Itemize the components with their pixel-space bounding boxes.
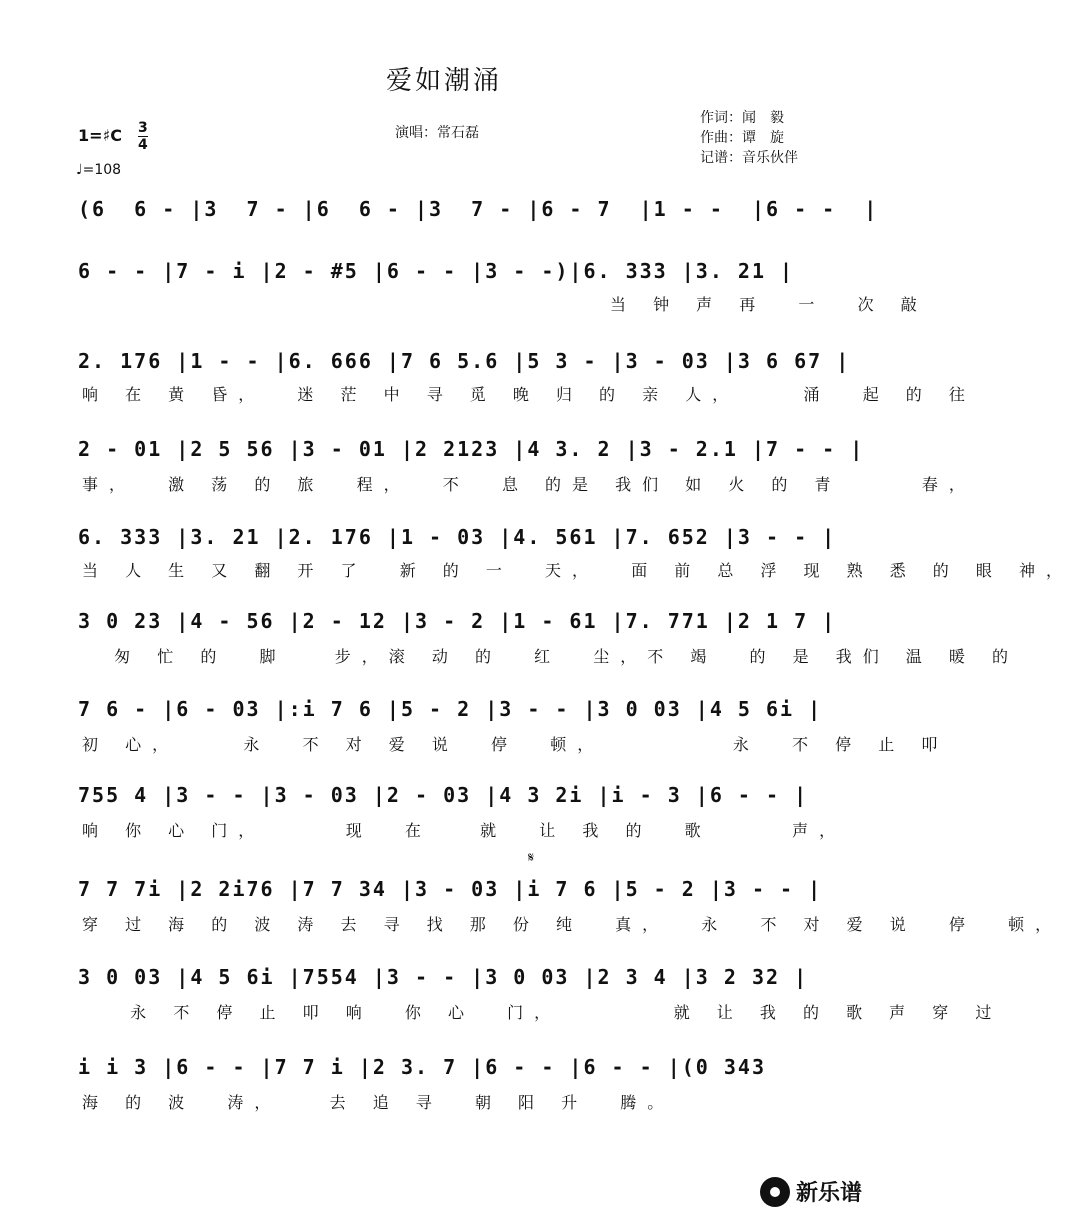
- notes-line-1: (6 6 - |3 7 - |6 6 - |3 7 - |6 - 7 |1 - - |6 - - |: [78, 197, 879, 221]
- lyrics-line-2: 当 钟 声 再 一 次 敲: [610, 295, 928, 314]
- score-row-2: [78, 254, 824, 288]
- score-row-6: [78, 604, 837, 638]
- music-disc-icon: [760, 1177, 790, 1207]
- lyricist-credit: 作词：闻 毅: [700, 110, 784, 126]
- score-row-1: [78, 192, 879, 226]
- composer-credit: 作曲：谭 旋: [700, 130, 784, 146]
- time-signature: [138, 120, 148, 153]
- score-row-4: [78, 432, 865, 466]
- lyrics-line-8: 响 你 心 门， 现 在 就 让 我 的 歌 声，: [82, 821, 847, 840]
- score-row-10: [78, 960, 824, 994]
- score-row-9: [78, 872, 824, 906]
- lyrics-line-3: 响 在 黄 昏， 迷 茫 中 寻 觅 晚 归 的 亲 人， 涌 起 的 往: [82, 385, 976, 404]
- logo-text: 新乐谱: [796, 1181, 863, 1206]
- notes-line-8: 755 4 |3 - - |3 - 03 |2 - 03 |4 3 2i |i - 3 |6 - - |: [78, 783, 809, 807]
- notes-line-2: 6 - - |7 - i |2 - #5 |6 - - |3 - -)|6. 333 |3. 21 |: [78, 259, 795, 283]
- segno-mark: 𝄋: [528, 850, 535, 866]
- notes-line-9: 7 7 7i |2 2i76 |7 7 34 |3 - 03 |i 7 6 |5 - 2 |3 - - |: [78, 877, 823, 901]
- song-title: 爱如潮涌: [385, 66, 502, 96]
- lyrics-line-9: 穿 过 海 的 波 涛 去 寻 找 那 份 纯 真， 永 不 对 爱 说 停 顿，: [82, 915, 1063, 934]
- time-bottom: 4: [138, 137, 148, 153]
- notes-line-3: 2. 176 |1 - - |6. 666 |7 6 5.6 |5 3 - |3 - 03 |3 6 67 |: [78, 349, 851, 373]
- credits-block: [700, 108, 798, 168]
- transcriber-credit: 记谱：音乐伙伴: [700, 150, 798, 166]
- lyrics-line-11: 海 的 波 涛， 去 追 寻 朝 阳 升 腾。: [82, 1093, 675, 1112]
- notes-line-7: 7 6 - |6 - 03 |:i 7 6 |5 - 2 |3 - - |3 0 03 |4 5 6i |: [78, 697, 823, 721]
- singer-credit: 演唱：常石磊: [395, 125, 479, 141]
- lyrics-line-4: 事， 激 荡 的 旅 程， 不 息 的是 我们 如 火 的 青 春，: [82, 475, 976, 494]
- lyrics-line-10: 永 不 停 止 叩 响 你 心 门， 就 让 我 的 歌 声 穿 过: [82, 1003, 1003, 1022]
- score-row-5: [78, 520, 837, 554]
- notes-line-11: i i 3 |6 - - |7 7 i |2 3. 7 |6 - - |6 - - |(0 343: [78, 1055, 781, 1079]
- notes-line-4: 2 - 01 |2 5 56 |3 - 01 |2 2123 |4 3. 2 |3 - 2.1 |7 - - |: [78, 437, 865, 461]
- score-row-7: [78, 692, 824, 726]
- notes-line-10: 3 0 03 |4 5 6i |7554 |3 - - |3 0 03 |2 3 4 |3 2 32 |: [78, 965, 809, 989]
- score-row-3: [78, 344, 851, 378]
- key-signature: 1=♯C: [78, 126, 123, 145]
- tempo-marking: ♩=108: [76, 162, 122, 178]
- time-top: 3: [138, 120, 148, 136]
- notes-line-6: 3 0 23 |4 - 56 |2 - 12 |3 - 2 |1 - 61 |7. 771 |2 1 7 |: [78, 609, 837, 633]
- site-logo: [760, 1176, 862, 1207]
- score-row-8: [78, 778, 824, 812]
- lyrics-line-7: 初 心， 永 不 对 爱 说 停 顿， 永 不 停 止 叩: [82, 735, 949, 754]
- lyrics-line-5: 当 人 生 又 翻 开 了 新 的 一 天， 面 前 总 浮 现 熟 悉 的 眼 神，: [82, 561, 1073, 580]
- lyrics-line-6: 匆 忙 的 脚 步，滚 动 的 红 尘，不 竭 的 是 我们 温 暖 的: [82, 647, 1019, 666]
- notes-line-5: 6. 333 |3. 21 |2. 176 |1 - 03 |4. 561 |7. 652 |3 - - |: [78, 525, 837, 549]
- score-row-11: [78, 1050, 824, 1084]
